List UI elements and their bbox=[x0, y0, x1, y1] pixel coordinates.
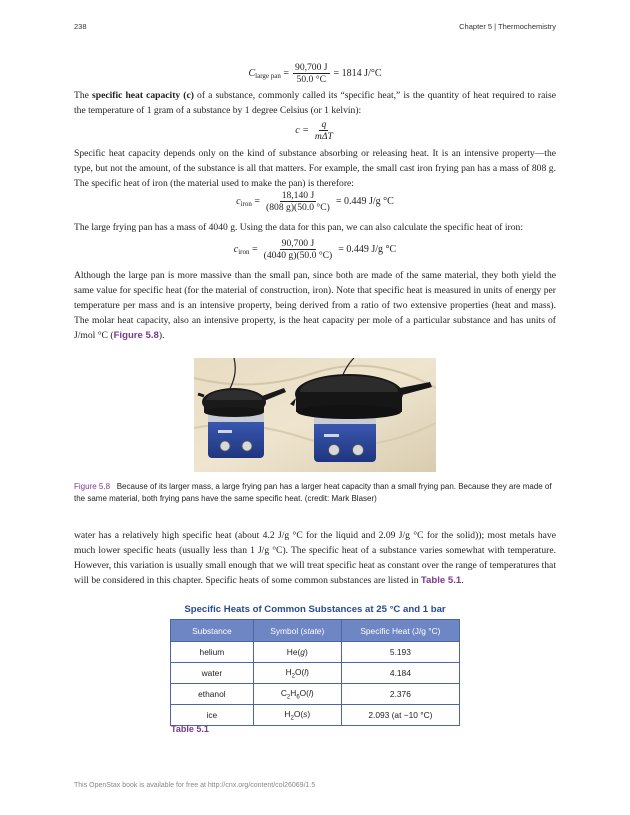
page-number: 238 bbox=[74, 22, 87, 31]
cell-substance: ice bbox=[171, 705, 254, 726]
col-specific-heat: Specific Heat (J/g °C) bbox=[341, 620, 459, 642]
table-row bbox=[171, 684, 460, 705]
cell-heat: 5.193 bbox=[341, 642, 459, 663]
cell-heat: 2.376 bbox=[341, 684, 459, 705]
col-substance: Substance bbox=[171, 620, 254, 642]
figure-label: Figure 5.8 bbox=[74, 482, 111, 491]
paragraph-molar-heat: Although the large pan is more massive than the small pan, since both are made of the same material, they both yield the same value for specific heat (for the material of construction, iron). Note that specific heat is measured in units of energy per temperature per mass and is an intensive property, being derived from a ratio of two extensive properties (heat and mass). The molar heat capacity, also an intensive property, is the heat capacity per mole of a particular substance and has units of J/mol °C (Figure 5.8). bbox=[74, 270, 556, 341]
cell-symbol: $C_2H_6O(l)$ bbox=[253, 684, 341, 705]
specific-heats-table bbox=[170, 619, 460, 726]
cell-substance: water bbox=[171, 663, 254, 684]
small-hotplate bbox=[208, 414, 264, 458]
cell-heat: 4.184 bbox=[341, 663, 459, 684]
paragraph-water-specific-heat: water has a relatively high specific heat (about 4.2 J/g °C for the liquid and 2.09 J/g °C for the solid)); most metals have much lower specific heats (usually less than 1 J/g °C). The specific heat of a substance varies somewhat with temperature. However, this variation is usually small enough that we will treat specific heat as constant over the range of temperatures that will be considered in this chapter. Specific heats of some common substances are listed in Table 5.1. bbox=[74, 530, 556, 586]
figure-caption: Figure 5.8 Because of its larger mass, a large frying pan has a larger heat capacity than a small frying pan. Because they are made of the same material, both frying pans have the same specific heat. (credit: Mark Blaser) bbox=[74, 482, 552, 503]
equation-iron-small: $c_{iron}$ = $\frac{18,140 J}{(808 g)(50.0 ^\circ C)}$ = 0.449 J/g °C bbox=[236, 190, 394, 213]
table-link[interactable]: Table 5.1 bbox=[420, 575, 462, 586]
equation-specific-heat: c = $\frac{q}{\text{mΔT}}$ bbox=[295, 119, 333, 142]
cell-substance: helium bbox=[171, 642, 254, 663]
col-symbol: Symbol (state) bbox=[253, 620, 341, 642]
page-footer: This OpenStax book is available for free at http://cnx.org/content/col26069/1.5 bbox=[74, 782, 316, 789]
table-row bbox=[171, 663, 460, 684]
paragraph-large-pan: The large frying pan has a mass of 4040 g. Using the data for this pan, we can also calculate the specific heat of iron: bbox=[74, 222, 523, 233]
cell-symbol: He(g) bbox=[253, 642, 341, 663]
equation-large-pan: $C_{large pan}$ = $\frac{90,700 J}{50.0 ^\circ C}$ = 1814 J/°C bbox=[248, 62, 382, 85]
figure-link[interactable]: Figure 5.8 bbox=[113, 330, 159, 341]
chapter-title: Chapter 5 | Thermochemistry bbox=[459, 22, 556, 31]
frying-pans-photo bbox=[194, 358, 436, 472]
equation-iron-large: $c_{iron}$ = $\frac{90,700 J}{(4040 g)(50.0 ^\circ C)}$ = 0.449 J/g °C bbox=[233, 238, 397, 261]
paragraph-specific-heat: The specific heat capacity (c) of a substance, commonly called its “specific heat,” is the quantity of heat required to raise the temperature of 1 gram of a substance by 1 degree Celsius (or 1 kelvin): bbox=[74, 90, 556, 116]
table-header-row bbox=[171, 620, 460, 642]
large-hotplate bbox=[314, 416, 376, 462]
cell-symbol: $H_2O(s)$ bbox=[253, 705, 341, 726]
cell-heat: 2.093 (at −10 °C) bbox=[341, 705, 459, 726]
cell-substance: ethanol bbox=[171, 684, 254, 705]
term-specific-heat: specific heat capacity (c) bbox=[92, 90, 194, 101]
table-label: Table 5.1 bbox=[171, 724, 209, 734]
table-row bbox=[171, 642, 460, 663]
paragraph-intensive-property: Specific heat capacity depends only on the kind of substance absorbing or releasing heat. It is an intensive property—the type, but not the amount, of the substance is all that matters. For example, the small cast iron frying pan has a mass of 808 g. The specific heat of iron (the material used to make the pan) is therefore: bbox=[74, 148, 556, 189]
table-title: Specific Heats of Common Substances at 25 °C and 1 bar bbox=[184, 604, 446, 615]
table-row bbox=[171, 705, 460, 726]
cell-symbol: $H_2O(l)$ bbox=[253, 663, 341, 684]
